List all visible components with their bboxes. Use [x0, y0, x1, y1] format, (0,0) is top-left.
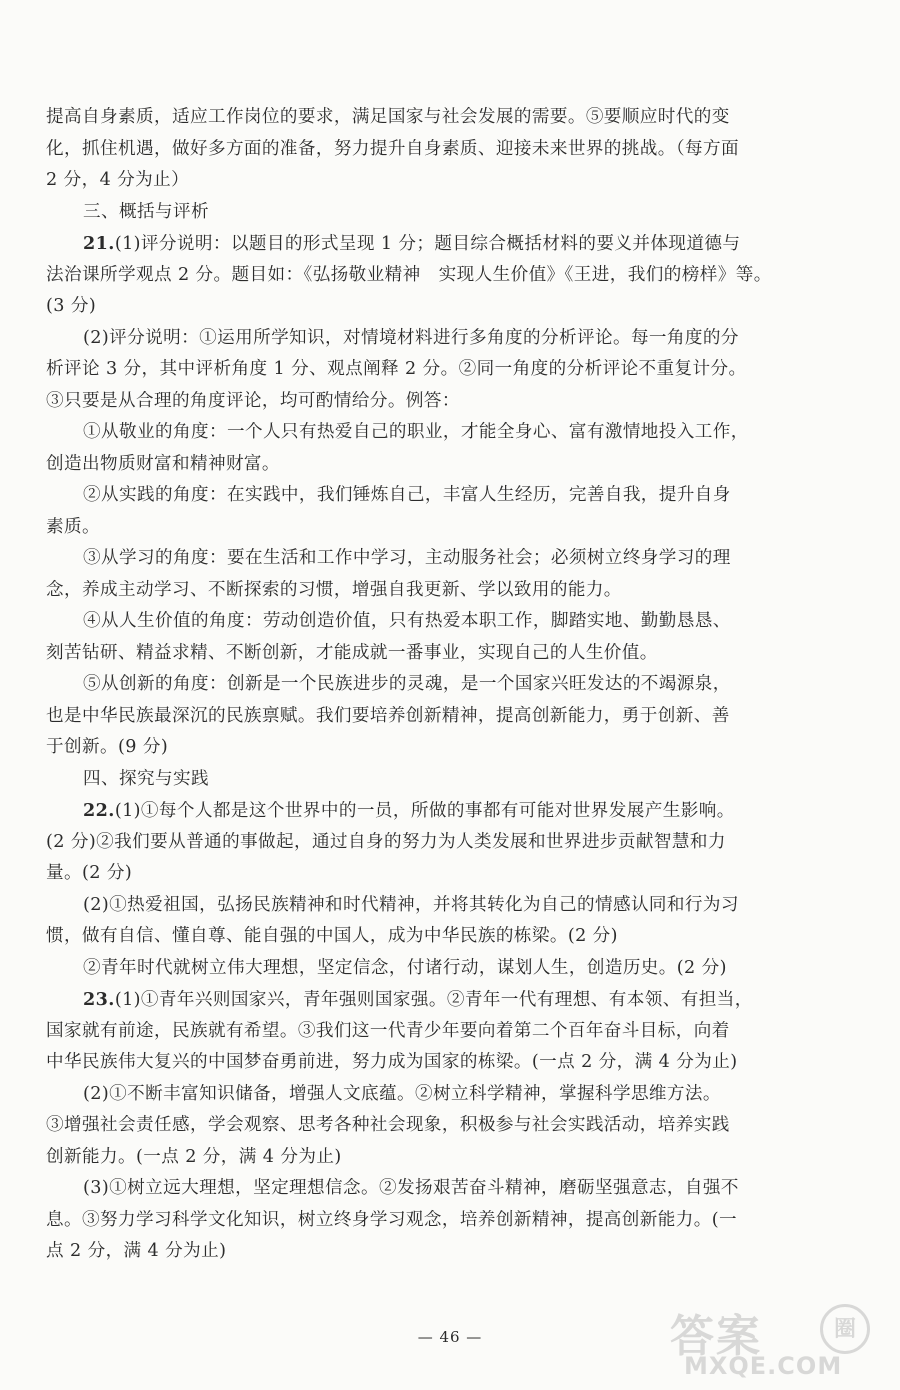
- text-line: 创造出物质财富和精神财富。: [46, 453, 280, 474]
- text-line: 创新能力。(一点 2 分，满 4 分为止): [46, 1146, 342, 1167]
- text-line: 点 2 分，满 4 分为止): [46, 1241, 227, 1261]
- section-heading-3: 三、概括与评析: [83, 201, 209, 222]
- text-line: ①从敬业的角度：一个人只有热爱自己的职业，才能全身心、富有激情地投入工作，: [83, 422, 749, 442]
- text-line: (1)①青年兴则国家兴，青年强则国家强。②青年一代有理想、有本领、有担当，: [114, 990, 753, 1010]
- answer-key-page: [46, 102, 856, 1268]
- text-line: (2 分)②我们要从普通的事做起，通过自身的努力为人类发展和世界进步贡献智慧和力: [46, 831, 726, 852]
- watermark-url: MXQE.COM: [684, 1352, 843, 1380]
- text-line: (1)①每个人都是这个世界中的一员，所做的事都有可能对世界发展产生影响。: [114, 801, 735, 821]
- section-heading-4: 四、探究与实践: [83, 768, 209, 789]
- question-number: 22.: [83, 800, 115, 821]
- text-line: 提高自身素质，适应工作岗位的要求，满足国家与社会发展的需要。⑤要顺应时代的变: [46, 107, 730, 127]
- text-line: (1)评分说明：以题目的形式呈现 1 分；题目综合概括材料的要义并体现道德与: [114, 234, 741, 254]
- question-22-part-1: [46, 795, 856, 827]
- watermark-text: 答案: [670, 1311, 762, 1362]
- text-line: ②从实践的角度：在实践中，我们锤炼自己，丰富人生经历，完善自我，提升自身: [83, 485, 731, 505]
- question-21-part-1: [46, 228, 856, 260]
- text-line: (3)①树立远大理想，坚定理想信念。②发扬艰苦奋斗精神，磨砺坚强意志，自强不: [83, 1178, 739, 1198]
- text-line: 于创新。(9 分): [46, 737, 169, 757]
- text-line: ④从人生价值的角度：劳动创造价值，只有热爱本职工作，脚踏实地、勤勤恳恳、: [83, 611, 731, 631]
- text-line: 刻苦钻研、精益求精、不断创新，才能成就一番事业，实现自己的人生价值。: [46, 642, 658, 663]
- text-line: ③从学习的角度：要在生活和工作中学习，主动服务社会；必须树立终身学习的理: [83, 548, 731, 568]
- text-line: 素质。: [46, 516, 100, 537]
- text-line: 析评论 3 分，其中评析角度 1 分、观点阐释 2 分。②同一角度的分析评论不重复计分。: [46, 359, 747, 379]
- question-number: 23.: [83, 989, 115, 1010]
- text-line: 惯，做有自信、懂自尊、能自强的中国人，成为中华民族的栋梁。(2 分): [46, 926, 618, 946]
- text-line: 化，抓住机遇，做好多方面的准备，努力提升自身素质、迎接未来世界的挑战。（每方面: [46, 138, 739, 159]
- question-number: 21.: [83, 233, 115, 254]
- text-line: (2)①热爱祖国，弘扬民族精神和时代精神，并将其转化为自己的情感认同和行为习: [83, 894, 739, 915]
- question-23-part-1: [46, 984, 856, 1016]
- text-line: ③只要是从合理的角度评论，均可酌情给分。例答：: [46, 390, 460, 411]
- watermark-logo: [670, 1300, 870, 1384]
- text-line: 法治课所学观点 2 分。题目如：《弘扬敬业精神 实现人生价值》《王进，我们的榜样》等。: [46, 264, 772, 285]
- text-line: (2)①不断丰富知识储备，增强人文底蕴。②树立科学精神，掌握科学思维方法。: [83, 1083, 721, 1104]
- text-line: ③增强社会责任感，学会观察、思考各种社会现象，积极参与社会实践活动，培养实践: [46, 1115, 730, 1135]
- page-number: — 46 —: [417, 1328, 483, 1346]
- text-line: 2 分，4 分为止）: [46, 170, 190, 190]
- text-line: 念，养成主动学习、不断探索的习惯，增强自我更新、学以致用的能力。: [46, 579, 622, 600]
- text-line: 也是中华民族最深沉的民族禀赋。我们要培养创新精神，提高创新能力，勇于创新、善: [46, 705, 730, 726]
- text-line: (2)评分说明：①运用所学知识，对情境材料进行多角度的分析评论。每一角度的分: [83, 327, 739, 348]
- watermark-seal-icon: 圈: [820, 1304, 870, 1354]
- text-line: 息。③努力学习科学文化知识，树立终身学习观念，培养创新精神，提高创新能力。(一: [46, 1209, 738, 1230]
- text-line: 中华民族伟大复兴的中国梦奋勇前进，努力成为国家的栋梁。(一点 2 分，满 4 分为止): [46, 1052, 738, 1072]
- text-line: 国家就有前途，民族就有希望。③我们这一代青少年要向着第二个百年奋斗目标，向着: [46, 1020, 730, 1041]
- text-line: ②青年时代就树立伟大理想，坚定信念，付诸行动，谋划人生，创造历史。(2 分): [83, 957, 727, 978]
- text-line: ⑤从创新的角度：创新是一个民族进步的灵魂，是一个国家兴旺发达的不竭源泉，: [83, 674, 731, 694]
- text-line: (3 分): [46, 296, 97, 316]
- text-line: 量。(2 分): [46, 863, 133, 883]
